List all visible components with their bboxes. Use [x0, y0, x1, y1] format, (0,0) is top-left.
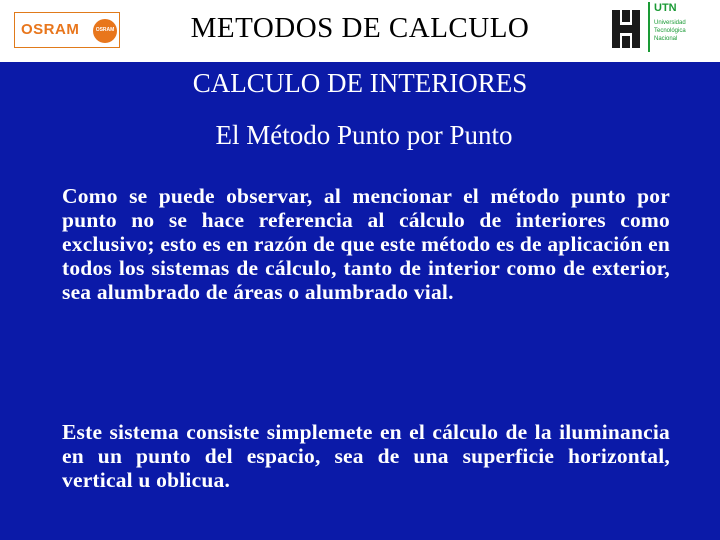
slide-content — [0, 62, 720, 540]
utn-abbreviation: UTN — [654, 2, 677, 14]
utn-line-1: Universidad — [654, 20, 686, 26]
osram-bulb-label: OSRAM — [95, 27, 115, 33]
body-paragraph-2: Este sistema consiste simplemete en el cálculo de la iluminancia en un punto del espacio, sea de una superficie horizontal, vertical u oblicua. — [62, 420, 670, 492]
body-paragraph-1: Como se puede observar, al mencionar el método punto por punto no se hace referencia al cálculo de interiores como exclusivo; esto es en razón de que este método es de aplicación en todos los sistemas de cálculo, tanto de interior como de exterior, sea alumbrado de áreas o alumbrado vial. — [62, 184, 670, 304]
utn-logo-text — [648, 2, 712, 52]
section-title: CALCULO DE INTERIORES — [192, 68, 528, 98]
osram-logo-wordmark: OSRAM — [21, 21, 80, 38]
utn-line-3: Nacional — [654, 36, 678, 42]
slide-header — [0, 0, 720, 62]
utn-line-2: Tecnológica — [654, 28, 686, 34]
method-title: El Método Punto por Punto — [215, 120, 513, 150]
osram-bulb-icon — [93, 19, 117, 43]
osram-logo — [14, 12, 120, 48]
header-title: METODOS DE CALCULO — [190, 12, 530, 44]
utn-emblem-icon — [606, 6, 646, 52]
